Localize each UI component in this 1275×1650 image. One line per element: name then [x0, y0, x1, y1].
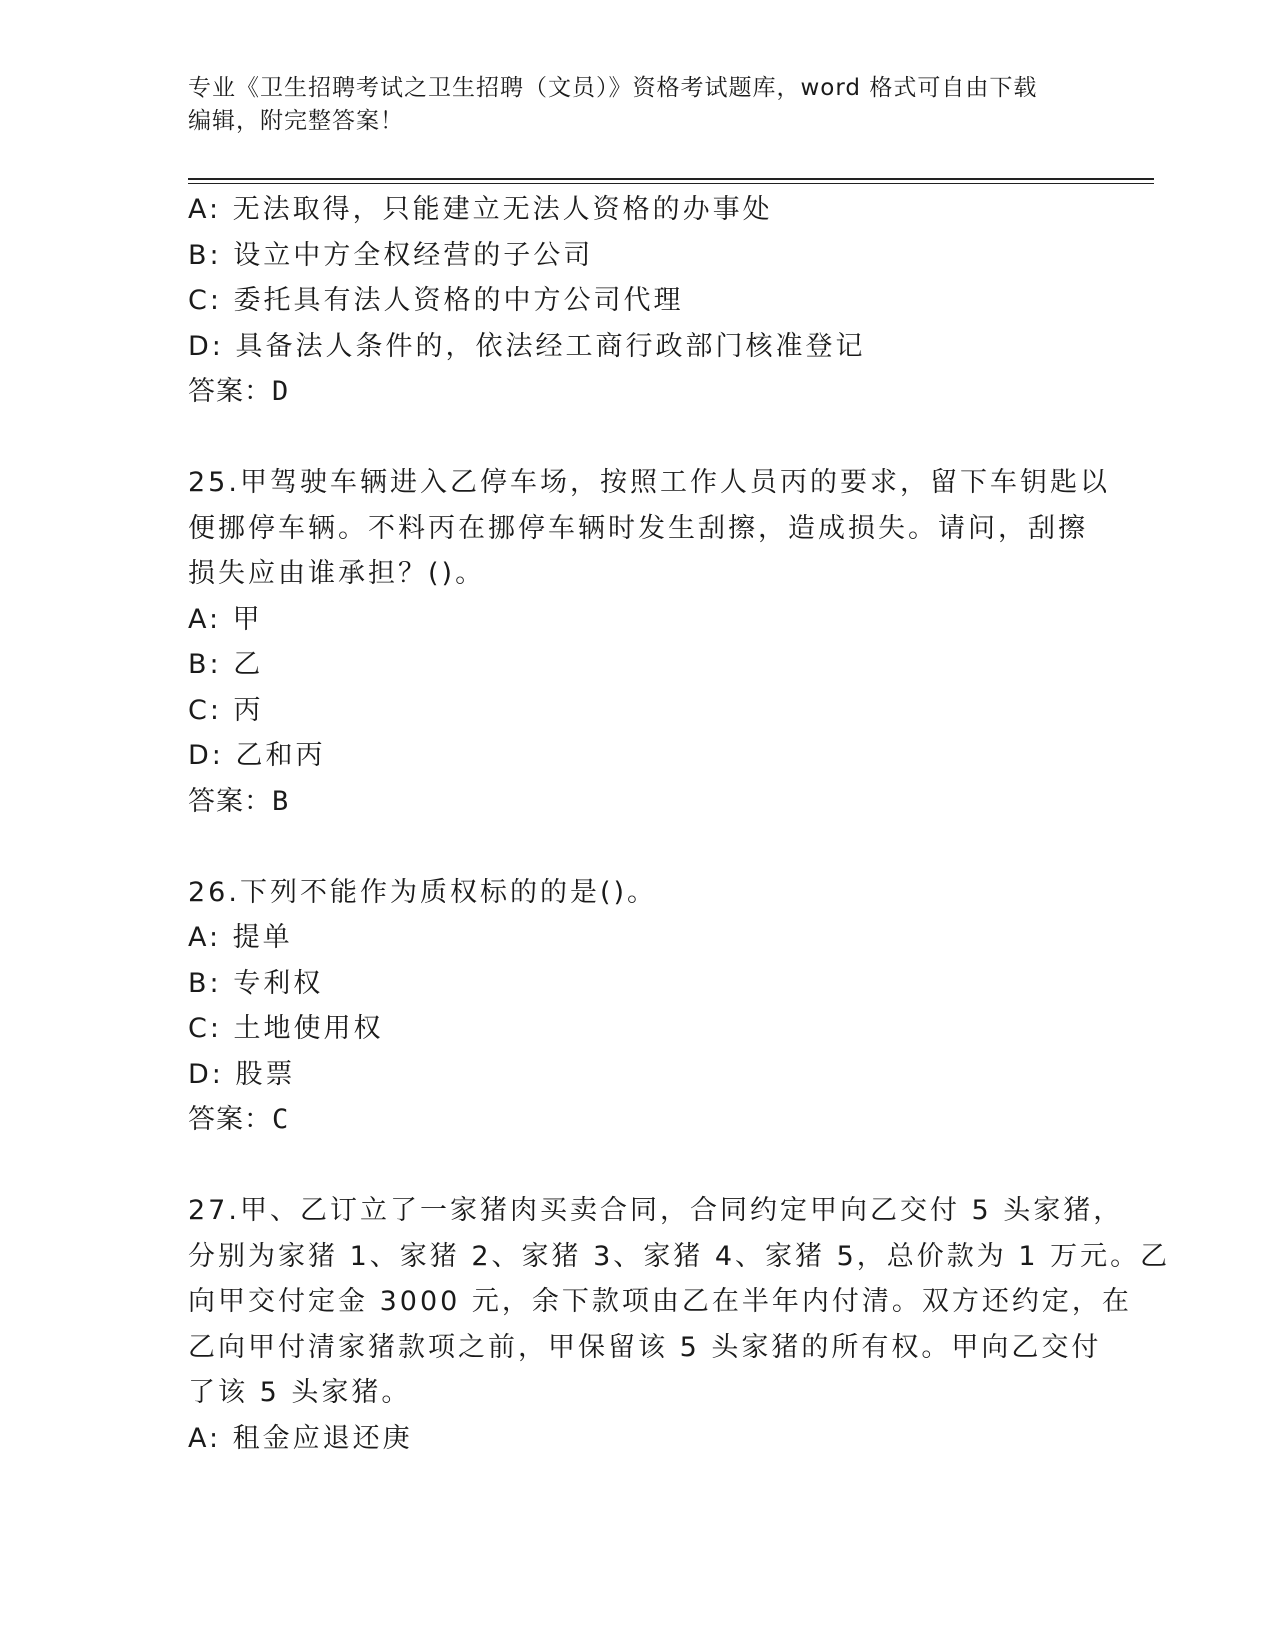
option-b: B: 设立中方全权经营的子公司: [188, 239, 594, 271]
question-stem-line: 损失应由谁承担？()。: [188, 558, 486, 589]
option-a: A: 提单: [188, 922, 293, 953]
question-stem-line: 乙向甲付清家猪款项之前，甲保留该 5 头家猪的所有权。甲向乙交付: [188, 1331, 1102, 1363]
option-c: C: 委托具有法人资格的中方公司代理: [188, 285, 684, 316]
question-stem-line: 26.下列不能作为质权标的的是()。: [188, 876, 658, 908]
spacer: [188, 1143, 1108, 1189]
header-line-1: 专业《卫生招聘考试之卫生招聘（文员）》资格考试题库，word 格式可自由下载: [188, 75, 1038, 101]
option-c: C: 土地使用权: [188, 1013, 384, 1044]
option-d: D: 股票: [188, 1058, 296, 1090]
question-stem-line: 向甲交付定金 3000 元，余下款项由乙在半年内付清。双方还约定，在: [188, 1286, 1132, 1317]
question-block-27: [188, 1188, 1171, 1461]
question-stem-line: 分别为家猪 1、家猪 2、家猪 3、家猪 4、家猪 5，总价款为 1 万元。乙: [188, 1240, 1171, 1272]
spacer: [188, 415, 1108, 461]
answer-line: 答案：C: [188, 1104, 290, 1135]
header-divider-thin: [188, 183, 1154, 184]
question-block-24: [188, 187, 1108, 415]
option-d: D: 具备法人条件的，依法经工商行政部门核准登记: [188, 330, 866, 362]
option-b: B: 专利权: [188, 967, 324, 999]
answer-line: 答案：D: [188, 376, 290, 407]
option-c: C: 丙: [188, 694, 264, 726]
spacer: [188, 824, 1108, 870]
option-a: A: 无法取得，只能建立无法人资格的办事处: [188, 194, 773, 225]
question-block-25: [188, 460, 1108, 824]
question-stem-line: 了该 5 头家猪。: [188, 1377, 412, 1408]
question-stem-line: 25.甲驾驶车辆进入乙停车场，按照工作人员丙的要求，留下车钥匙以: [188, 467, 1110, 498]
document-header: [188, 72, 1088, 138]
answer-line: 答案：B: [188, 785, 290, 817]
option-b: B: 乙: [188, 649, 264, 680]
question-stem-line: 27.甲、乙订立了一家猪肉买卖合同，合同约定甲向乙交付 5 头家猪，: [188, 1195, 1124, 1226]
header-divider: [188, 178, 1154, 180]
question-block-26: [188, 870, 1108, 1143]
question-stem-line: 便挪停车辆。不料丙在挪停车辆时发生刮擦，造成损失。请问，刮擦: [188, 512, 1088, 544]
header-line-2: 编辑，附完整答案！: [188, 108, 404, 134]
option-a: A: 甲: [188, 603, 263, 635]
option-d: D: 乙和丙: [188, 740, 326, 771]
option-a: A: 租金应退还庚: [188, 1422, 413, 1454]
question-content: [188, 187, 1171, 1461]
